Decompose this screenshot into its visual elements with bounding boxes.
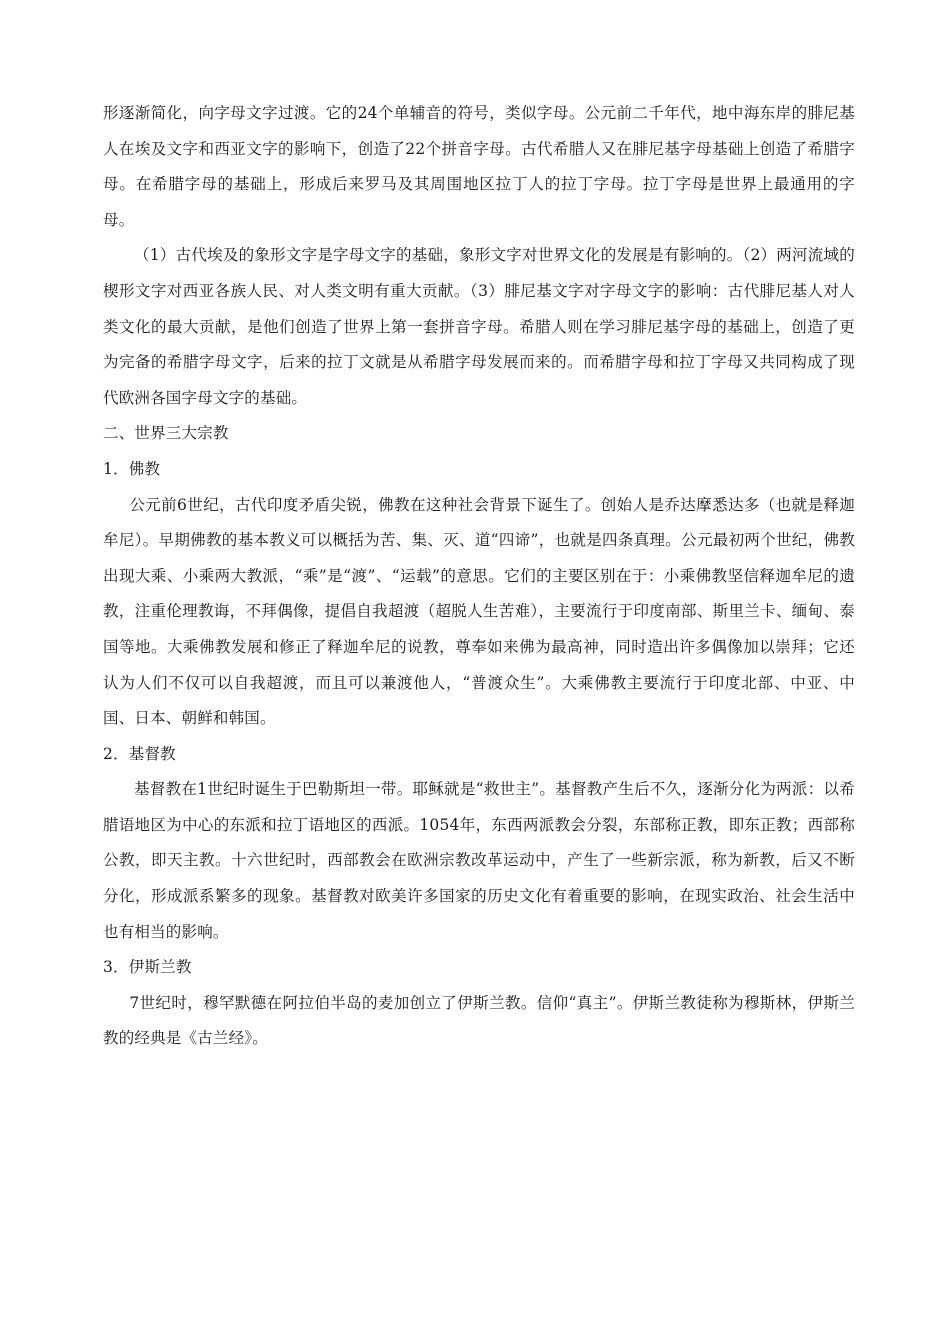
subheading-islam: 3．伊斯兰教: [103, 958, 192, 977]
paragraph-buddhism: 公元前6世纪，古代印度矛盾尖锐，佛教在这种社会背景下诞生了。创始人是乔达摩悉达多（也就是释迦牟尼）。早期佛教的基本教义可以概括为苦、集、灭、道“四谛”，也就是四条真理。公元最初两个世纪，佛教出现大乘、小乘两大教派，“乘”是“渡”、“运载”的意思。它们的主要区别在于：小乘佛教坚信释迦牟尼的遗教，注重伦理教诲，不拜偶像，提倡自我超渡（超脱人生苦难），主要流行于印度南部、斯里兰卡、缅甸、泰国等地。大乘佛教发展和修正了释迦牟尼的说教，尊奉如来佛为最高神，同时造出许多偶像加以崇拜；它还认为人们不仅可以自我超渡，而且可以兼渡他人，“普渡众生”。大乘佛教主要流行于印度北部、中亚、中国、日本、朝鲜和韩国。: [103, 495, 855, 728]
paragraph-islam: 7世纪时，穆罕默德在阿拉伯半岛的麦加创立了伊斯兰教。信仰“真主”。伊斯兰教徒称为穆斯林，伊斯兰教的经典是《古兰经》。: [103, 993, 855, 1048]
subheading-christianity: 2．基督教: [103, 744, 176, 763]
paragraph-writing-summary: （1）古代埃及的象形文字是字母文字的基础，象形文字对世界文化的发展是有影响的。（2）两河流域的楔形文字对西亚各族人民、对人类文明有重大贡献。（3）腓尼基文字对字母文字的影响：古代腓尼基人对人类文化的最大贡献，是他们创造了世界上第一套拼音字母。希腊人则在学习腓尼基字母的基础上，创造了更为完备的希腊字母文字，后来的拉丁文就是从希腊字母发展而来的。而希腊字母和拉丁字母又共同构成了现代欧洲各国字母文字的基础。: [103, 246, 855, 407]
subheading-buddhism: 1．佛教: [103, 459, 161, 478]
paragraph-writing-continued: 形逐渐简化，向字母文字过渡。它的24个单辅音的符号，类似字母。公元前二千年代，地中海东岸的腓尼基人在埃及文字和西亚文字的影响下，创造了22个拼音字母。古代希腊人又在腓尼基字母基础上创造了希腊字母。在希腊字母的基础上，形成后来罗马及其周围地区拉丁人的拉丁字母。拉丁字母是世界上最通用的字母。: [103, 104, 855, 229]
document-body: [103, 96, 855, 1057]
paragraph-christianity: 基督教在1世纪时诞生于巴勒斯坦一带。耶稣就是“救世主”。基督教产生后不久，逐渐分化为两派：以希腊语地区为中心的东派和拉丁语地区的西派。1054年，东西两派教会分裂，东部称正教，即东正教；西部称公教，即天主教。十六世纪时，西部教会在欧洲宗教改革运动中，产生了一些新宗派，称为新教，后又不断分化，形成派系繁多的现象。基督教对欧美许多国家的历史文化有着重要的影响，在现实政治、社会生活中也有相当的影响。: [103, 780, 855, 941]
section-heading-religions: 二、世界三大宗教: [103, 424, 229, 443]
